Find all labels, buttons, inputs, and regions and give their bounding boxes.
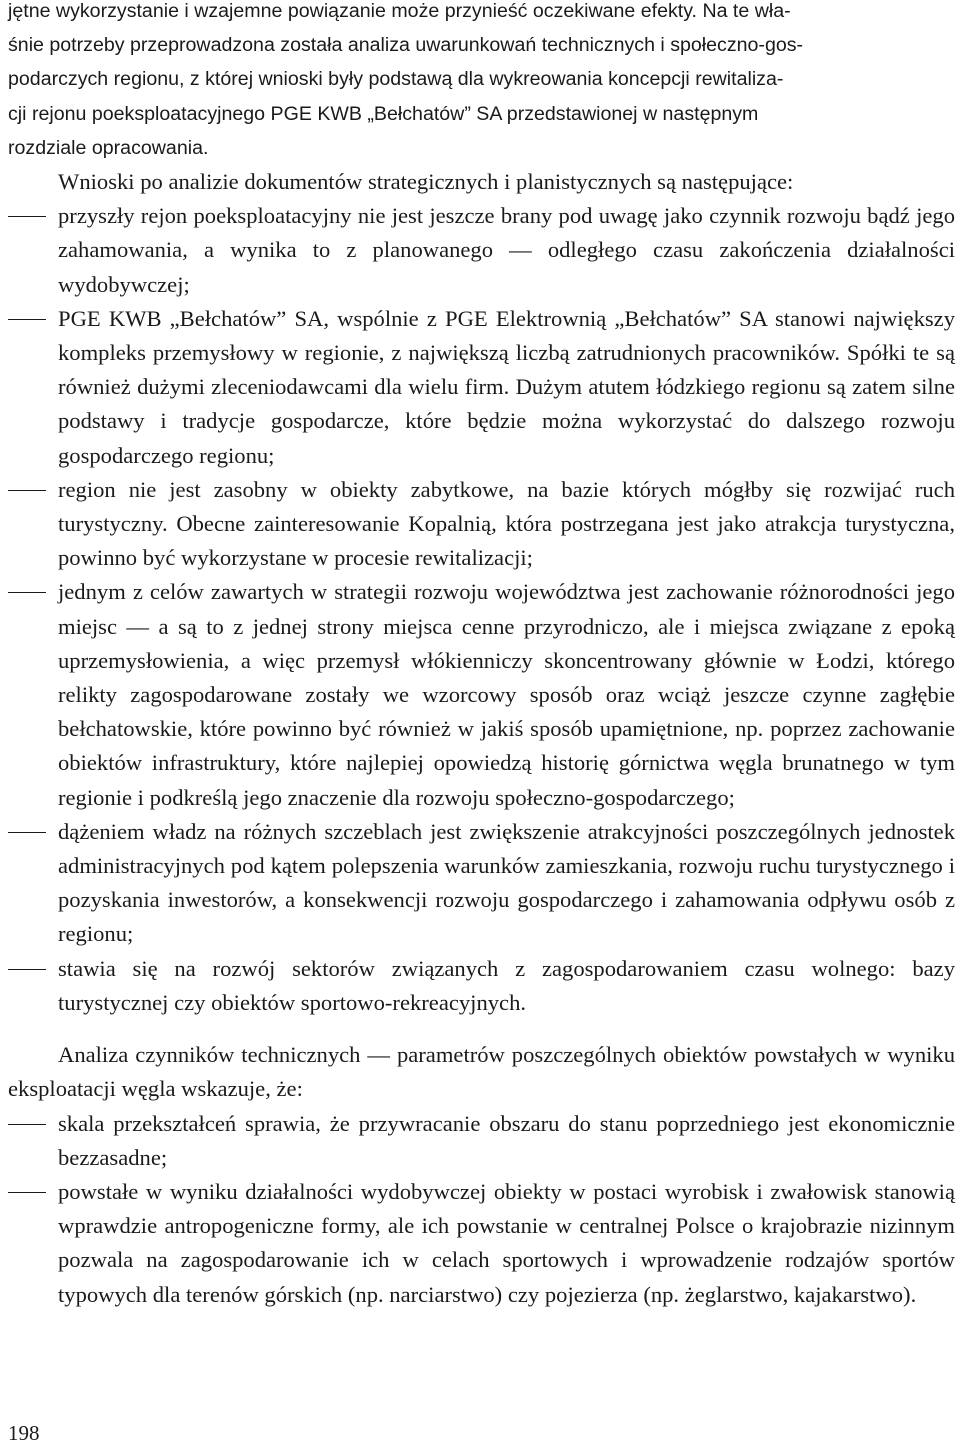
document-page [8, 0, 955, 1312]
list-item: region nie jest zasobny w obiekty zabytkowe, na bazie których mógłby się rozwijać ruch turystyczny. Obecne zainteresowanie Kopalnią, która postrzegana jest jako atrakcja turystyczna, powinno być wykorzystane w procesie rewitalizacji; [8, 473, 955, 576]
list-item: przyszły rejon poeksploatacyjny nie jest jeszcze brany pod uwagę jako czynnik rozwoju bądź jego zahamowania, a wynika to z planowanego — odległego czasu zakończenia działalności wydobywczej; [8, 199, 955, 302]
page-number: 198 [8, 1421, 40, 1445]
intro-line: podarczych regionu, z której wnioski były podstawą dla wykreowania koncepcji rewitaliza- [8, 68, 784, 91]
intro-line: śnie potrzeby przeprowadzona została analiza uwarunkowań technicznych i społeczno-gos- [8, 34, 804, 57]
list-item: PGE KWB „Bełchatów” SA, wspólnie z PGE Elektrownią „Bełchatów” SA stanowi największy kompleks przemysłowy w regionie, z największą liczbą zatrudnionych pracowników. Spółki te są również dużymi zleceniodawcami dla wielu firm. Dużym atutem łódzkiego regionu są zatem silne podstawy i tradycje gospodarcze, które będzie można wykorzystać do dalszego rozwoju gospodarczego regionu; [8, 302, 955, 473]
intro-line: cji rejonu poeksploatacyjnego PGE KWB „Bełchatów” SA przedstawionej w następnym [8, 102, 759, 125]
conclusions-heading: Wnioski po analizie dokumentów strategicznych i planistycznych są następujące: [58, 169, 794, 195]
intro-paragraph [8, 0, 955, 165]
list-item: stawia się na rozwój sektorów związanych z zagospodarowaniem czasu wolnego: bazy turystycznej czy obiektów sportowo-rekreacyjnych. [8, 952, 955, 1020]
list-item: jednym z celów zawartych w strategii rozwoju województwa jest zachowanie różnorodności jego miejsc — a są to z jednej strony miejsca cenne przyrodniczo, ale i miejsca związane z epoką uprzemysłowienia, a więc przemysł włókienniczy skoncentrowany głównie w Łodzi, którego relikty zagospodarowane zostały we wzorcowy sposób oraz wciąż jeszcze czynne zagłębie bełchatowskie, które powinno być również w jakiś sposób upamiętnione, np. poprzez zachowanie obiektów infrastruktury, które najlepiej opowiedzą historię górnictwa węgla brunatnego w tym regionie i podkreślą jego znaczenie dla rozwoju społeczno-gospodarczego; [8, 575, 955, 814]
intro-line: rozdziale opracowania. [8, 136, 209, 159]
analysis-heading: Analiza czynników technicznych — parametrów poszczególnych obiektów powstałych w wyniku eksploatacji węgla wskazuje, że: [8, 1042, 955, 1102]
intro-line: jętne wykorzystanie i wzajemne powiązanie może przynieść oczekiwane efekty. Na te wła- [8, 0, 791, 22]
list-item: skala przekształceń sprawia, że przywracanie obszaru do stanu poprzedniego jest ekonomicznie bezzasadne; [8, 1107, 955, 1175]
list-item: powstałe w wyniku działalności wydobywczej obiekty w postaci wyrobisk i zwałowisk stanowią wprawdzie antropogeniczne formy, ale ich powstanie w centralnej Polsce o krajobrazie nizinnym pozwala na zagospodarowanie ich w celach sportowych i wprowadzenie rodzajów sportów typowych dla terenów górskich (np. narciarstwo) czy pojezierza (np. żeglarstwo, kajakarstwo). [8, 1175, 955, 1312]
list-item: dążeniem władz na różnych szczeblach jest zwiększenie atrakcyjności poszczególnych jednostek administracyjnych pod kątem polepszenia warunków zamieszkania, rozwoju ruchu turystycznego i pozyskania inwestorów, a konsekwencji rozwoju gospodarczego i zahamowania odpływu osób z regionu; [8, 815, 955, 952]
analysis-list [8, 1107, 955, 1312]
conclusions-list [8, 199, 955, 1020]
